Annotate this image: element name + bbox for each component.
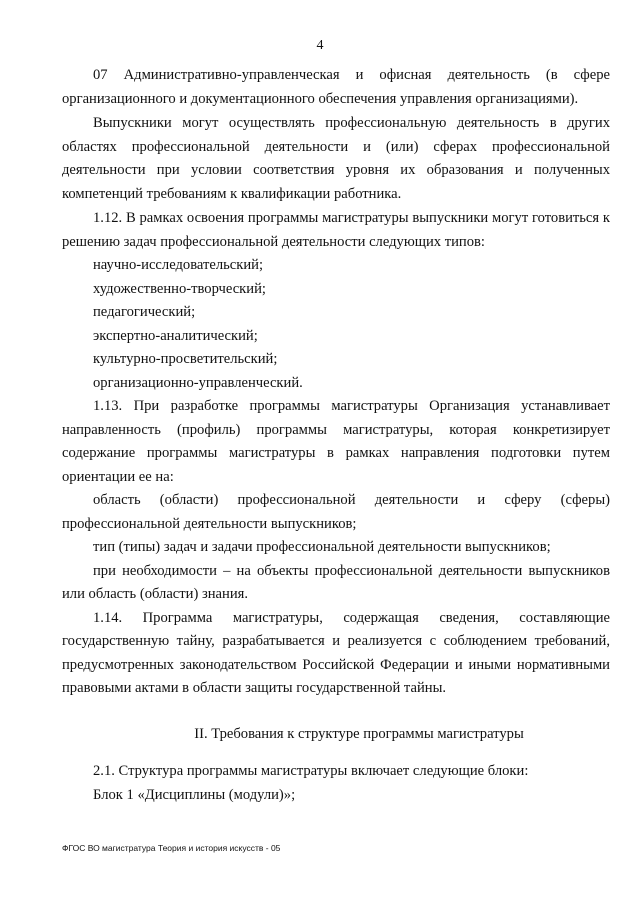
paragraph-task-types: тип (типы) задач и задачи профессиональной деятельности выпускников; bbox=[93, 539, 551, 555]
list-item: организационно-управленческий. bbox=[93, 374, 303, 391]
footer-note: ФГОС ВО магистратура Теория и история искусств - 05 bbox=[62, 843, 281, 853]
paragraph-graduates-other-areas: Выпускники могут осуществлять профессиональную деятельность в других областях профессиональной деятельности и (или) сферах профессиональной деятельности при условии соответствия уровня их образования и полученных компетенций требованиям к квалификации работника. bbox=[62, 115, 610, 202]
list-item: художественно-творческий; bbox=[93, 280, 266, 297]
list-item: культурно-просветительский; bbox=[93, 351, 278, 367]
section-heading: II. Требования к структуре программы магистратуры bbox=[194, 725, 524, 742]
paragraph-activity-07: 07 Административно-управленческая и офисная деятельность (в сфере организационного и документационного обеспечения управления организациями). bbox=[62, 67, 610, 107]
paragraph-area-of-activity: область (области) профессиональной деятельности и сферу (сферы) профессиональной деятельности выпускников; bbox=[62, 492, 610, 532]
paragraph-1-14: 1.14. Программа магистратуры, содержащая сведения, составляющие государственную тайну, разрабатывается и реализуется с соблюдением требований, предусмотренных законодательством Российской Федерации и иными нормативными правовыми актами в области защиты государственной тайны. bbox=[62, 609, 610, 696]
document-body bbox=[62, 64, 610, 807]
paragraph-1-13: 1.13. При разработке программы магистратуры Организация устанавливает направленность (профиль) программы магистратуры, которая конкретизирует содержание программы магистратуры в рамках направления подготовки путем ориентации ее на: bbox=[62, 398, 610, 485]
paragraph-2-1: 2.1. Структура программы магистратуры включает следующие блоки: bbox=[93, 763, 529, 779]
list-item: экспертно-аналитический; bbox=[93, 327, 258, 344]
list-item: научно-исследовательский; bbox=[93, 257, 264, 273]
page-number: 4 bbox=[316, 38, 324, 53]
activity-types-list bbox=[62, 254, 610, 395]
paragraph-block-1: Блок 1 «Дисциплины (модули)»; bbox=[93, 786, 296, 803]
list-item: педагогический; bbox=[93, 304, 196, 320]
paragraph-1-12: 1.12. В рамках освоения программы магистратуры выпускники могут готовиться к решению задач профессиональной деятельности следующих типов: bbox=[62, 210, 610, 250]
paragraph-objects-of-activity: при необходимости – на объекты профессиональной деятельности выпускников или область (области) знания. bbox=[62, 562, 610, 602]
